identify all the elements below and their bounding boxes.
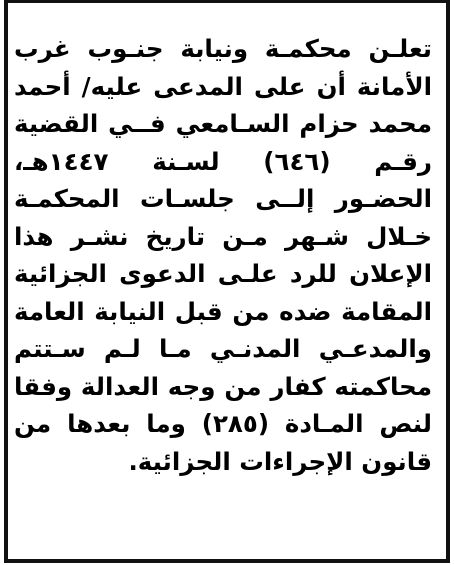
notice-line: الحضـور إلــى جلسـات المحكمـة	[14, 184, 432, 213]
notice-line: محاكمته كفار من وجه العدالة وفقا	[14, 371, 432, 401]
notice-line: تعلـن محكمـة ونيابة جنـوب غرب	[14, 34, 432, 63]
notice-line: محمد حزام السـامعي فــي القضية	[14, 109, 432, 138]
notice-line: رقـم (٦٤٦) لسـنة ١٤٤٧هـ،	[14, 146, 432, 176]
notice-line-last: قانون الإجراءات الجزائية.	[128, 446, 432, 476]
notice-line: المقامة ضده من قبل النيابة العامة	[14, 296, 432, 326]
notice-line: الإعلان للرد علـى الدعوى الجزائية	[14, 259, 432, 288]
notice-line: الأمانة أن على المدعى عليه/ أحمد	[14, 71, 432, 101]
court-notice	[14, 30, 432, 552]
notice-line: والمدعـي المدنـي مـا لـم سـتتم	[14, 334, 432, 363]
notice-line: لنص المـادة (٢٨٥) وما بعدها من	[14, 409, 432, 438]
notice-line: خـلال شـهر مـن تاريخ نشـر هذا	[14, 221, 432, 251]
